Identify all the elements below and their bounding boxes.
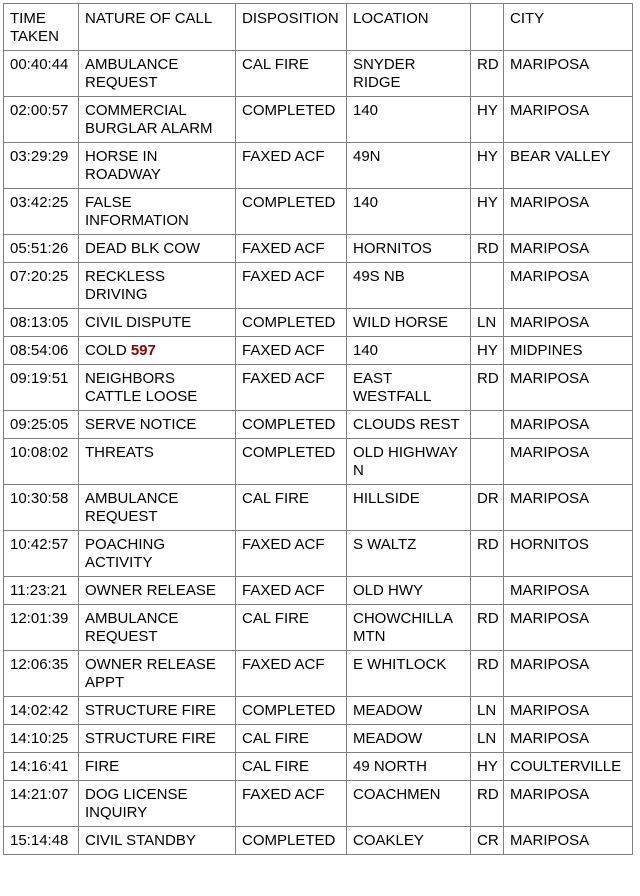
cell-time: 14:02:42 xyxy=(4,697,79,725)
cell-city: MARIPOSA xyxy=(504,189,633,235)
cell-nature: THREATS xyxy=(79,439,236,485)
cell-city: MARIPOSA xyxy=(504,725,633,753)
cell-city: MARIPOSA xyxy=(504,51,633,97)
cell-suffix: LN xyxy=(471,309,504,337)
header-disposition: DISPOSITION xyxy=(236,4,347,51)
cell-disposition: CAL FIRE xyxy=(236,605,347,651)
cell-suffix: HY xyxy=(471,97,504,143)
table-row xyxy=(4,827,633,855)
cell-suffix: CR xyxy=(471,827,504,855)
table-row xyxy=(4,309,633,337)
cell-location: WILD HORSE xyxy=(347,309,471,337)
cell-city: MARIPOSA xyxy=(504,235,633,263)
cell-suffix: RD xyxy=(471,51,504,97)
cell-city: MARIPOSA xyxy=(504,485,633,531)
cell-time: 14:21:07 xyxy=(4,781,79,827)
cell-city: MARIPOSA xyxy=(504,781,633,827)
cell-city: MARIPOSA xyxy=(504,577,633,605)
call-log-table xyxy=(3,3,633,855)
cell-disposition: FAXED ACF xyxy=(236,651,347,697)
cell-time: 08:54:06 xyxy=(4,337,79,365)
table-row xyxy=(4,411,633,439)
cell-suffix: RD xyxy=(471,651,504,697)
cell-time: 12:01:39 xyxy=(4,605,79,651)
cell-location: COAKLEY xyxy=(347,827,471,855)
cell-nature: AMBULANCE REQUEST xyxy=(79,605,236,651)
cell-location: OLD HIGHWAY N xyxy=(347,439,471,485)
cell-time: 14:10:25 xyxy=(4,725,79,753)
cell-location: 140 xyxy=(347,337,471,365)
cell-location: MEADOW xyxy=(347,725,471,753)
cell-disposition: COMPLETED xyxy=(236,697,347,725)
cell-suffix: HY xyxy=(471,753,504,781)
table-row xyxy=(4,51,633,97)
cell-disposition: CAL FIRE xyxy=(236,753,347,781)
cell-disposition: FAXED ACF xyxy=(236,577,347,605)
cell-time: 00:40:44 xyxy=(4,51,79,97)
cell-time: 11:23:21 xyxy=(4,577,79,605)
cell-disposition: FAXED ACF xyxy=(236,143,347,189)
header-time-taken: TIME TAKEN xyxy=(4,4,79,51)
cell-city: COULTERVILLE xyxy=(504,753,633,781)
cell-suffix xyxy=(471,411,504,439)
cell-time: 15:14:48 xyxy=(4,827,79,855)
cell-suffix: HY xyxy=(471,189,504,235)
cell-disposition: FAXED ACF xyxy=(236,365,347,411)
table-body xyxy=(4,51,633,855)
cell-nature: CIVIL STANDBY xyxy=(79,827,236,855)
cell-location: MEADOW xyxy=(347,697,471,725)
cell-disposition: CAL FIRE xyxy=(236,725,347,753)
cell-location: 49N xyxy=(347,143,471,189)
cell-disposition: FAXED ACF xyxy=(236,781,347,827)
cell-nature: DOG LICENSE INQUIRY xyxy=(79,781,236,827)
cell-city: MARIPOSA xyxy=(504,263,633,309)
table-row xyxy=(4,143,633,189)
cell-city: MARIPOSA xyxy=(504,309,633,337)
table-row xyxy=(4,781,633,827)
cell-city: MARIPOSA xyxy=(504,697,633,725)
cell-time: 10:08:02 xyxy=(4,439,79,485)
cell-time: 10:42:57 xyxy=(4,531,79,577)
cell-suffix xyxy=(471,577,504,605)
cell-location: HORNITOS xyxy=(347,235,471,263)
table-row xyxy=(4,697,633,725)
cell-nature: OWNER RELEASE xyxy=(79,577,236,605)
header-location: LOCATION xyxy=(347,4,471,51)
cell-city: MIDPINES xyxy=(504,337,633,365)
cell-suffix: RD xyxy=(471,781,504,827)
header-city: CITY xyxy=(504,4,633,51)
cell-nature: AMBULANCE REQUEST xyxy=(79,485,236,531)
cell-time: 03:42:25 xyxy=(4,189,79,235)
cell-disposition: COMPLETED xyxy=(236,309,347,337)
cell-location: E WHITLOCK xyxy=(347,651,471,697)
cell-disposition: FAXED ACF xyxy=(236,235,347,263)
cell-suffix: HY xyxy=(471,143,504,189)
cell-nature: OWNER RELEASE APPT xyxy=(79,651,236,697)
cell-city: BEAR VALLEY xyxy=(504,143,633,189)
table-row xyxy=(4,97,633,143)
nature-text: COLD xyxy=(85,342,131,359)
cell-city: MARIPOSA xyxy=(504,411,633,439)
cell-suffix: LN xyxy=(471,697,504,725)
cell-nature: NEIGHBORS CATTLE LOOSE xyxy=(79,365,236,411)
cell-nature: RECKLESS DRIVING xyxy=(79,263,236,309)
cell-disposition: COMPLETED xyxy=(236,97,347,143)
cell-location: CLOUDS REST xyxy=(347,411,471,439)
cell-location: 49 NORTH xyxy=(347,753,471,781)
cell-location: COACHMEN xyxy=(347,781,471,827)
header-row xyxy=(4,4,633,51)
cell-time: 09:19:51 xyxy=(4,365,79,411)
table-row xyxy=(4,753,633,781)
cell-disposition: FAXED ACF xyxy=(236,337,347,365)
cell-location: S WALTZ xyxy=(347,531,471,577)
cell-location: OLD HWY xyxy=(347,577,471,605)
table-row xyxy=(4,605,633,651)
table-header xyxy=(4,4,633,51)
cell-disposition: CAL FIRE xyxy=(236,51,347,97)
cell-suffix: LN xyxy=(471,725,504,753)
cell-nature: HORSE IN ROADWAY xyxy=(79,143,236,189)
cell-suffix: RD xyxy=(471,365,504,411)
table-row xyxy=(4,189,633,235)
cell-nature xyxy=(79,337,236,365)
cell-disposition: COMPLETED xyxy=(236,189,347,235)
cell-suffix: RD xyxy=(471,235,504,263)
table-row xyxy=(4,485,633,531)
cell-location: 140 xyxy=(347,189,471,235)
cell-disposition: CAL FIRE xyxy=(236,485,347,531)
table-row xyxy=(4,531,633,577)
cell-location: HILLSIDE xyxy=(347,485,471,531)
header-nature-of-call: NATURE OF CALL xyxy=(79,4,236,51)
cell-suffix: RD xyxy=(471,531,504,577)
table-row xyxy=(4,263,633,309)
cell-nature: CIVIL DISPUTE xyxy=(79,309,236,337)
cell-time: 03:29:29 xyxy=(4,143,79,189)
cell-city: MARIPOSA xyxy=(504,651,633,697)
cell-city: MARIPOSA xyxy=(504,439,633,485)
cell-city: HORNITOS xyxy=(504,531,633,577)
cell-nature: SERVE NOTICE xyxy=(79,411,236,439)
cell-suffix: RD xyxy=(471,605,504,651)
cell-time: 10:30:58 xyxy=(4,485,79,531)
cell-suffix: HY xyxy=(471,337,504,365)
table-row xyxy=(4,235,633,263)
table-row xyxy=(4,725,633,753)
cell-nature: FIRE xyxy=(79,753,236,781)
cell-location: EAST WESTFALL xyxy=(347,365,471,411)
table-row xyxy=(4,651,633,697)
table-row xyxy=(4,365,633,411)
cell-location: CHOWCHILLA MTN xyxy=(347,605,471,651)
cell-nature: POACHING ACTIVITY xyxy=(79,531,236,577)
cell-location: 49S NB xyxy=(347,263,471,309)
cell-time: 14:16:41 xyxy=(4,753,79,781)
cell-time: 08:13:05 xyxy=(4,309,79,337)
cell-time: 05:51:26 xyxy=(4,235,79,263)
cell-location: SNYDER RIDGE xyxy=(347,51,471,97)
highlighted-code: 597 xyxy=(130,342,156,359)
cell-nature: STRUCTURE FIRE xyxy=(79,697,236,725)
table-row xyxy=(4,439,633,485)
cell-time: 09:25:05 xyxy=(4,411,79,439)
cell-time: 07:20:25 xyxy=(4,263,79,309)
cell-disposition: COMPLETED xyxy=(236,439,347,485)
cell-city: MARIPOSA xyxy=(504,827,633,855)
cell-location: 140 xyxy=(347,97,471,143)
cell-suffix xyxy=(471,439,504,485)
cell-nature: STRUCTURE FIRE xyxy=(79,725,236,753)
cell-nature: DEAD BLK COW xyxy=(79,235,236,263)
cell-disposition: FAXED ACF xyxy=(236,531,347,577)
table-row xyxy=(4,337,633,365)
table-row xyxy=(4,577,633,605)
cell-city: MARIPOSA xyxy=(504,97,633,143)
cell-suffix xyxy=(471,263,504,309)
cell-nature: AMBULANCE REQUEST xyxy=(79,51,236,97)
cell-disposition: COMPLETED xyxy=(236,411,347,439)
cell-disposition: FAXED ACF xyxy=(236,263,347,309)
cell-disposition: COMPLETED xyxy=(236,827,347,855)
cell-city: MARIPOSA xyxy=(504,365,633,411)
cell-time: 12:06:35 xyxy=(4,651,79,697)
cell-nature: FALSE INFORMATION xyxy=(79,189,236,235)
cell-nature: COMMERCIAL BURGLAR ALARM xyxy=(79,97,236,143)
cell-city: MARIPOSA xyxy=(504,605,633,651)
header-suffix xyxy=(471,4,504,51)
cell-time: 02:00:57 xyxy=(4,97,79,143)
cell-suffix: DR xyxy=(471,485,504,531)
